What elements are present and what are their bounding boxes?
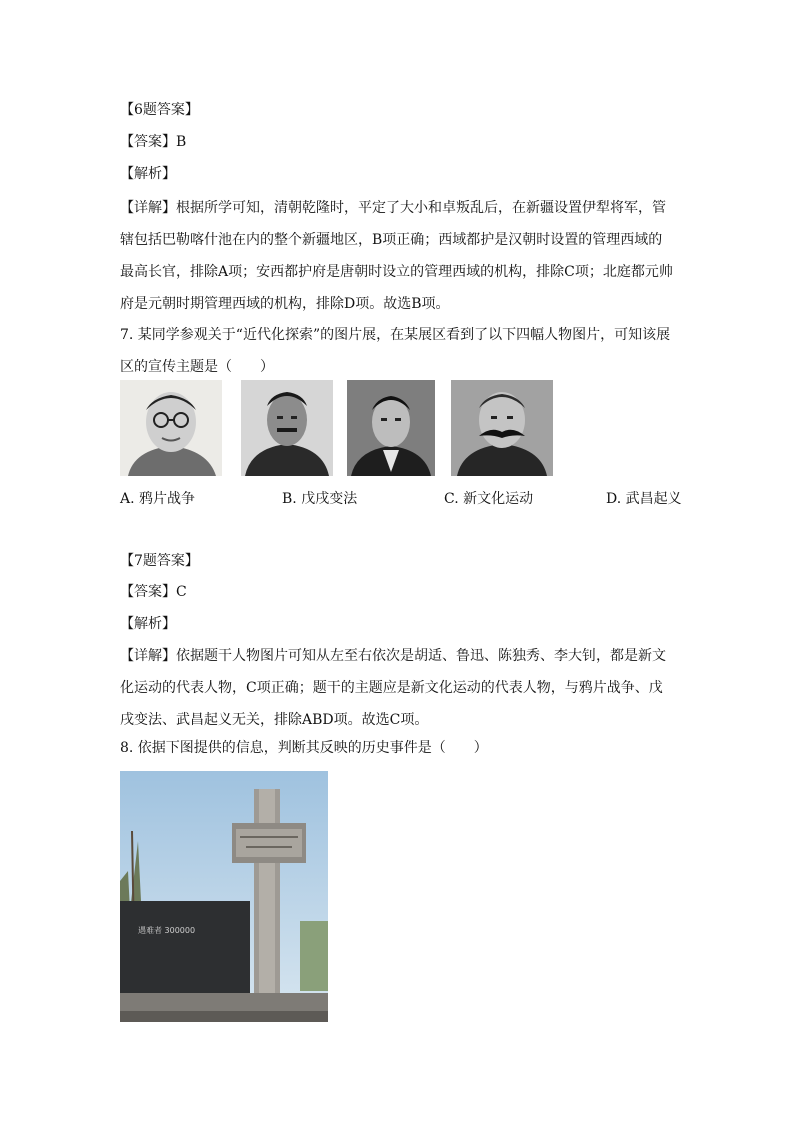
q7-answer: 【答案】C	[120, 584, 187, 600]
q7-analysis-title: 【解析】	[120, 616, 176, 632]
portrait-chen-duxiu	[347, 380, 435, 476]
option-b: B. 戊戌变法	[282, 491, 358, 507]
portrait-hu-shi	[120, 380, 222, 476]
q7-detail: 【详解】依据题干人物图片可知从左至右依次是胡适、鲁迅、陈独秀、李大钊，都是新文化运动的代表人物，C项正确；题干的主题应是新文化运动的代表人物，与鸦片战争、戊戌变法、武昌起义无关，排除ABD项。故选C项。	[120, 648, 666, 728]
q7-question: 7. 某同学参观关于“近代化探索”的图片展，在某展区看到了以下四幅人物图片，可知该展区的宣传主题是（ ）	[120, 327, 671, 375]
option-a: A. 鸦片战争	[120, 491, 196, 507]
q6-analysis-title: 【解析】	[120, 166, 176, 182]
portrait-lu-xun	[241, 380, 333, 476]
option-c: C. 新文化运动	[444, 491, 534, 507]
memorial-photo	[120, 771, 328, 1022]
option-d: D. 武昌起义	[606, 491, 682, 507]
portrait-li-dazhao	[451, 380, 553, 476]
q6-detail: 【详解】根据所学可知，清朝乾隆时，平定了大小和卓叛乱后，在新疆设置伊犁将军，管辖包括巴勒喀什池在内的整个新疆地区，B项正确；西域都护是汉朝时设置的管理西域的最高长官，排除A项；安西都护府是唐朝时设立的管理西域的机构，排除C项；北庭都元帅府是元朝时期管理西域的机构，排除D项。故选B项。	[120, 200, 673, 312]
q6-answer: 【答案】B	[120, 134, 187, 150]
q6-answer-title: 【6题答案】	[120, 102, 199, 118]
memorial-wall-text: 遇难者 300000	[138, 926, 196, 935]
q8-question: 8. 依据下图提供的信息，判断其反映的历史事件是（ ）	[120, 740, 488, 756]
q7-answer-title: 【7题答案】	[120, 553, 199, 569]
q7-options	[120, 488, 680, 508]
